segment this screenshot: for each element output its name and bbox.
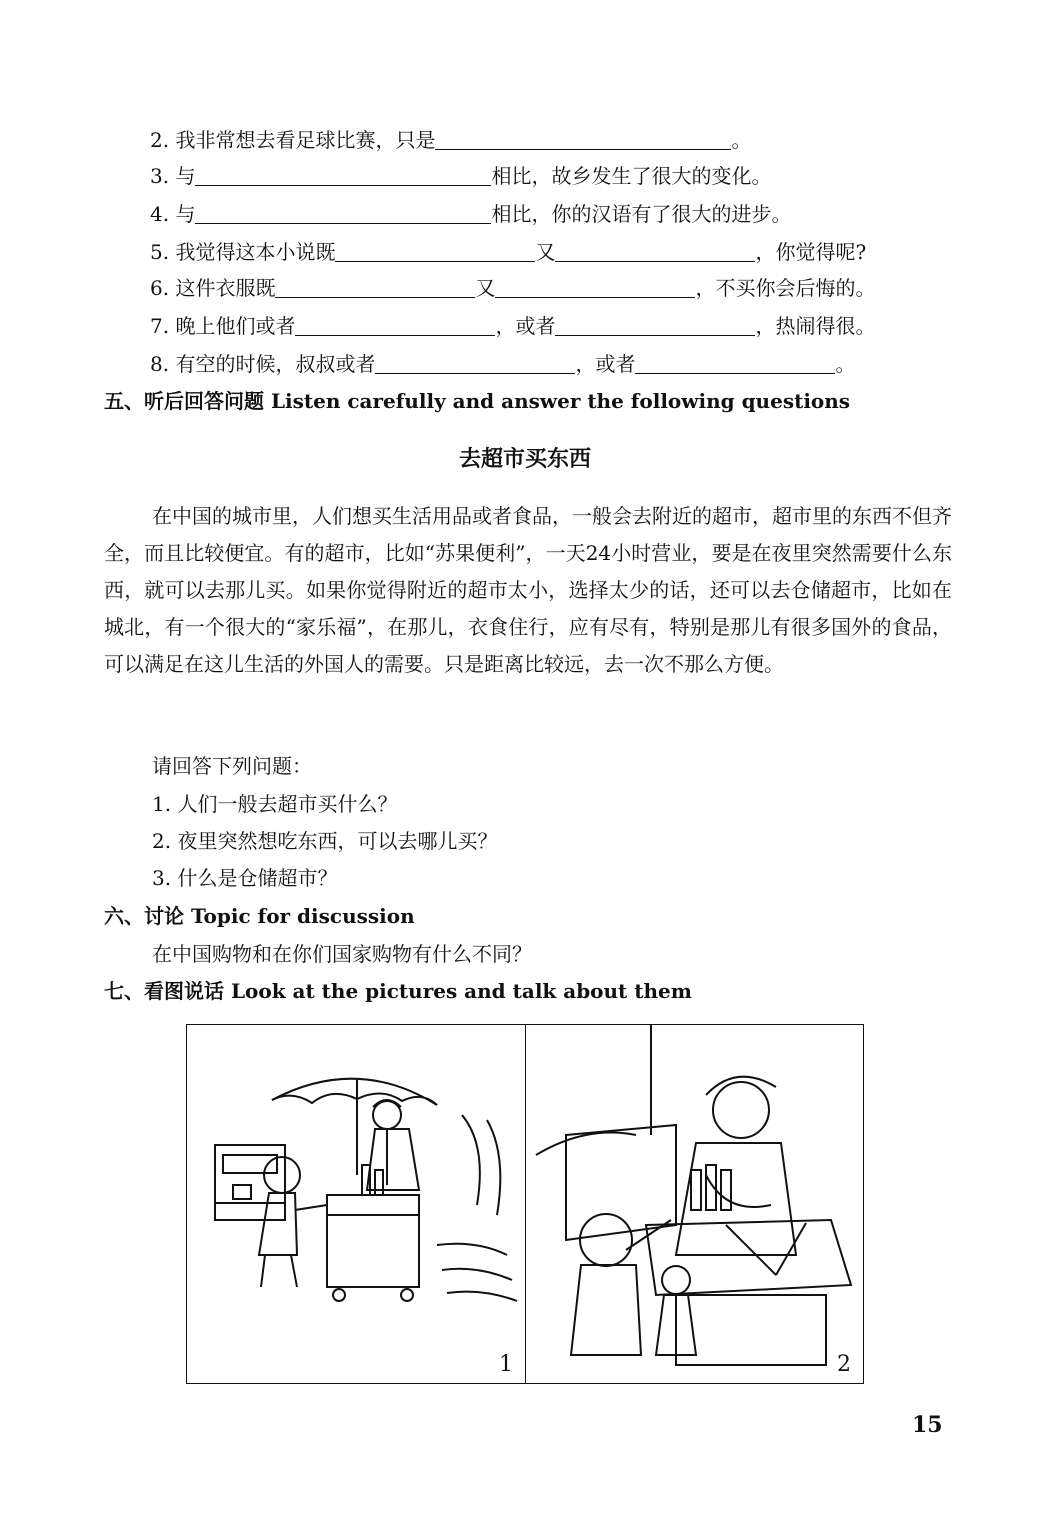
fill-item [150,314,875,338]
answer-blank[interactable] [335,241,535,262]
section-heading-5: 五、听后回答问题 Listen carefully and answer the following questions [104,389,851,413]
fill-item [150,128,751,152]
fill-item [150,164,771,188]
item-text: 我觉得这本小说既 [175,240,336,264]
section-heading-6: 六、讨论 Topic for discussion [104,904,415,928]
illustration-vendor-umbrella [187,1025,524,1382]
item-text: ，你觉得呢? [755,240,867,264]
item-number: 4. [150,202,170,226]
item-text: 有空的时候，叔叔或者 [175,352,376,376]
question-item: 2. 夜里突然想吃东西，可以去哪儿买？ [152,829,498,853]
fill-item [150,352,855,376]
picture-panel-1 [187,1025,526,1383]
item-text: ，或者 [495,314,556,338]
fill-item [150,202,791,226]
question-item: 3. 什么是仓储超市？ [152,866,338,890]
picture-number: 1 [499,1352,513,1377]
answer-blank[interactable] [295,315,495,336]
answer-blank[interactable] [195,165,491,186]
item-text: 。 [731,128,752,152]
item-text: 又 [535,240,556,264]
questions-prompt: 请回答下列问题： [152,754,312,778]
section-heading-7: 七、看图说话 Look at the pictures and talk about them [104,979,692,1003]
item-text: 相比，你的汉语有了很大的进步。 [491,202,792,226]
item-text: 。 [835,352,856,376]
picture-panel-2 [526,1025,863,1383]
item-number: 7. [150,314,170,338]
answer-blank[interactable] [635,353,835,374]
picture-frame [186,1024,864,1384]
page-number: 15 [912,1412,943,1438]
item-number: 2. [150,128,170,152]
item-number: 3. [150,164,170,188]
item-text: ，热闹得很。 [755,314,876,338]
discussion-prompt: 在中国购物和在你们国家购物有什么不同？ [152,942,532,966]
item-text: 与 [175,202,196,226]
fill-item [150,240,866,264]
item-text: 这件衣服既 [175,276,276,300]
picture-number: 2 [837,1352,851,1377]
illustration-vendor-close-up [526,1025,861,1382]
answer-blank[interactable] [495,277,695,298]
item-text: ，不买你会后悔的。 [695,276,876,300]
item-text: 相比，故乡发生了很大的变化。 [491,164,772,188]
item-number: 5. [150,240,170,264]
fill-item [150,276,875,300]
answer-blank[interactable] [375,353,575,374]
answer-blank[interactable] [275,277,475,298]
question-item: 1. 人们一般去超市买什么？ [152,792,398,816]
answer-blank[interactable] [435,129,731,150]
item-text: 与 [175,164,196,188]
item-text: 晚上他们或者 [175,314,296,338]
item-text: 又 [475,276,496,300]
item-number: 6. [150,276,170,300]
answer-blank[interactable] [195,203,491,224]
item-number: 8. [150,352,170,376]
passage-text: 在中国的城市里，人们想买生活用品或者食品，一般会去附近的超市，超市里的东西不但齐全，而且比较便宜。有的超市，比如“苏果便利”，一天24小时营业，要是在夜里突然需要什么东西，就可以去那儿买。如果你觉得附近的超市太小，选择太少的话，还可以去仓储超市，比如在城北，有一个很大的“家乐福”，在那儿，衣食住行，应有尽有，特别是那儿有很多国外的食品，可以满足在这儿生活的外国人的需要。只是距离比较远，去一次不那么方便。 [104,504,952,676]
passage-title: 去超市买东西 [458,446,591,472]
answer-blank[interactable] [555,241,755,262]
item-text: ，或者 [575,352,636,376]
answer-blank[interactable] [555,315,755,336]
item-text: 我非常想去看足球比赛，只是 [175,128,436,152]
